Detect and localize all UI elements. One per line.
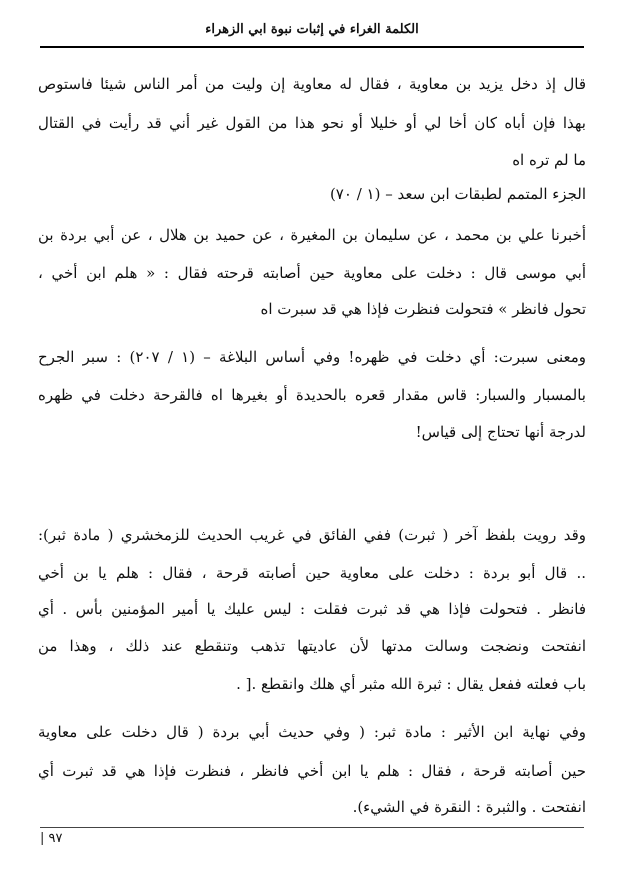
text-line: ومعنى سبرت: أي دخلت في ظهره! وفي أساس البلاغة – (١ / ٢٠٧) : سبر الجرح (38, 348, 587, 366)
running-header-title: الكلمة الغراء في إثبات نبوة ابي الزهراء (205, 22, 419, 37)
header-divider (40, 46, 584, 48)
text-line: بهذا فإن أباه كان أخا لي أو خليلا أو نحو هذا من القول غير أني قد رأيت في القتال (38, 114, 586, 132)
text-line: وفي نهاية ابن الأثير : مادة ثبر: ( وفي حديث أبي بردة ( قال دخلت على معاوية (38, 723, 586, 741)
footer-divider (40, 827, 584, 828)
text-line: قال إذ دخل يزيد بن معاوية ، فقال له معاوية إن وليت من أمر الناس شيئا فاستوص (38, 75, 586, 93)
text-line: ما لم تره اه (512, 151, 586, 169)
text-line: باب فعلته ففعل يقال : ثبرة الله مثبر أي هلك وانقطع .[ . (236, 675, 586, 693)
page-number: ٩٧ | (40, 831, 63, 846)
text-line: لدرجة أنها تحتاج إلى قياس! (415, 423, 586, 441)
text-line: انفتحت ونضجت وسالت مدتها لأن عاديتها تذهب وتنقطع عند ذلك ، وهذا من (38, 637, 586, 655)
text-line: انفتحت . والثبرة : النقرة في الشيء). (352, 798, 586, 816)
text-line: حين أصابته قرحة ، فقال : هلم يا ابن أخي فانظر ، فنظرت فإذا هي قد ثبرت أي (38, 762, 586, 780)
text-line: .. قال أبو بردة : دخلت على معاوية حين أصابته قرحة ، فقال : هلم يا بن أخي (38, 564, 586, 582)
text-line: بالمسبار والسبار: قاس مقدار قعره بالحديدة أو بغيرها اه فالقرحة دخلت في ظهره (38, 386, 586, 404)
text-line: تحول فانظر » فتحولت فنظرت فإذا هي قد سبرت اه (260, 300, 586, 318)
citation-line: الجزء المتمم لطبقات ابن سعد – (١ / ٧٠) (329, 185, 586, 203)
text-line: أخبرنا علي بن محمد ، عن سليمان بن المغيرة ، عن حميد بن هلال ، عن أبي بردة بن (38, 226, 586, 244)
text-line: وقد رويت بلفظ آخر ( ثبرت) ففي الفائق في غريب الحديث للزمخشري ( مادة ثبر): (38, 526, 586, 544)
text-line: أبي موسى قال : دخلت على معاوية حين أصابته قرحته فقال : « هلم ابن أخي ، (38, 264, 586, 282)
text-line: فانظر . فتحولت فإذا هي قد ثبرت فقلت : ليس عليك يا أمير المؤمنين بأس . أي (38, 600, 586, 618)
